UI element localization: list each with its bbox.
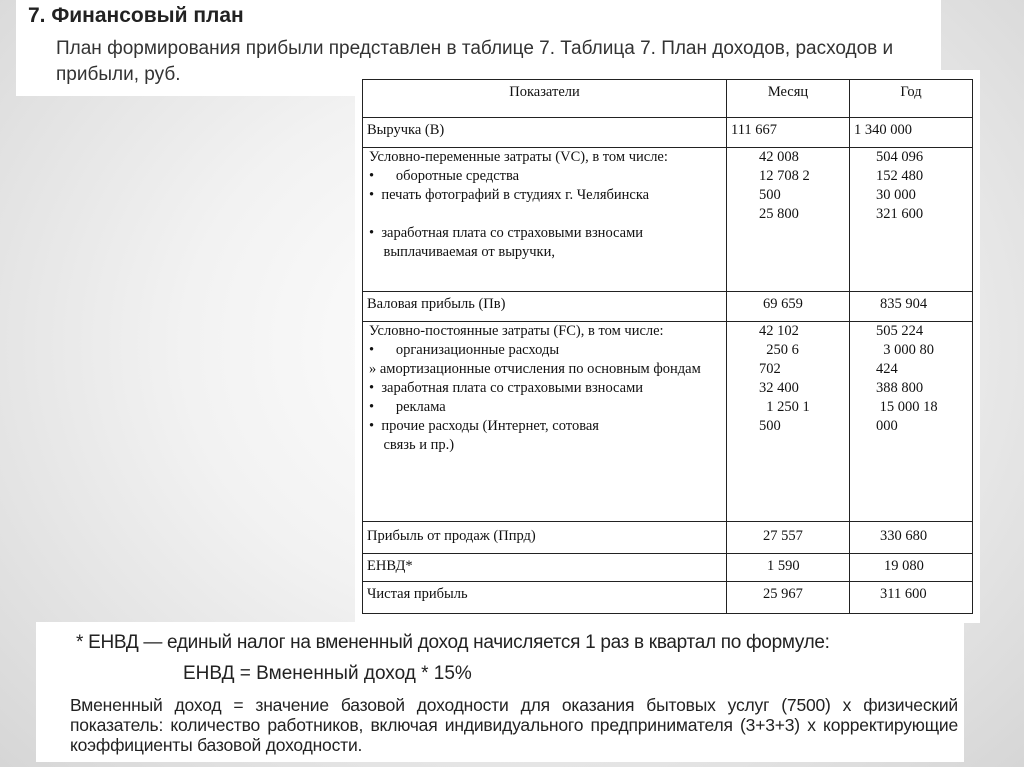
table-row-revenue: [363, 118, 973, 148]
gross-year: 835 904: [850, 292, 973, 322]
envd-month: 1 590: [727, 554, 850, 582]
intro-text: План формирования прибыли представлен в таблице 7. Таблица 7. План доходов, расходов и прибыли, руб.: [56, 38, 894, 85]
fc-month-line: 32 400: [759, 380, 799, 396]
fc-year-line: 388 800: [876, 380, 924, 396]
fc-year-line: 505 224: [876, 323, 924, 339]
revenue-month: 111 667: [727, 118, 850, 148]
section-title: 7. Финансовый план: [28, 4, 244, 27]
fc-month-line: 500: [759, 418, 781, 434]
vc-year-line: 321 600: [876, 206, 924, 222]
vc-item: • печать фотографий в студиях г. Челябинска: [369, 187, 650, 203]
fc-item: • прочие расходы (Интернет, сотовая: [369, 418, 599, 434]
vc-year-line: 504 096: [876, 149, 924, 165]
fc-item: » амортизационные отчисления по основным фондам: [369, 361, 701, 377]
envd-footnote: * ЕНВД — единый налог на вмененный доход начисляется 1 раз в квартал по формуле:: [76, 632, 830, 653]
vc-year-line: 30 000: [876, 187, 916, 203]
fc-label: Условно-постоянные затраты (FC), в том числе:: [369, 323, 664, 339]
table-row-fixed-costs: [363, 322, 973, 522]
net-label: Чистая прибыль: [363, 582, 727, 614]
table-row-gross-profit: [363, 292, 973, 322]
net-month: 25 967: [727, 582, 850, 614]
vc-month-line: 25 800: [759, 206, 799, 222]
vc-month: [727, 148, 850, 292]
vc-month-line: 12 708 2: [759, 168, 810, 184]
vc-month-line: 500: [759, 187, 781, 203]
sales-profit-year: 330 680: [850, 522, 973, 554]
fc-year-line: 3 000 80: [876, 342, 934, 358]
header-year: Год: [850, 80, 973, 118]
header-indicators: Показатели: [363, 80, 727, 118]
table-row-sales-profit: [363, 522, 973, 554]
table-row-net-profit: [363, 582, 973, 614]
fc-year-line: 000: [876, 418, 898, 434]
fc-item: • организационные расходы: [369, 342, 560, 358]
net-year: 311 600: [850, 582, 973, 614]
vc-item: [367, 205, 722, 224]
revenue-label: Выручка (В): [363, 118, 727, 148]
fc-month-line: 1 250 1: [759, 399, 810, 415]
fc-year-line: 15 000 18: [876, 399, 938, 415]
table-header-row: [363, 80, 973, 118]
gross-month: 69 659: [727, 292, 850, 322]
vc-cell: [363, 148, 727, 292]
fc-year-line: 424: [876, 361, 898, 377]
envd-formula: ЕНВД = Вмененный доход * 15%: [183, 663, 472, 684]
sales-profit-month: 27 557: [727, 522, 850, 554]
table-row-variable-costs: [363, 148, 973, 292]
vc-year-line: 152 480: [876, 168, 924, 184]
header-month: Месяц: [727, 80, 850, 118]
financial-plan-table: [362, 79, 973, 614]
fc-cell: [363, 322, 727, 522]
fc-item: • реклама: [369, 399, 446, 415]
gross-label: Валовая прибыль (Пв): [363, 292, 727, 322]
fc-month-line: 42 102: [759, 323, 799, 339]
fc-month-line: 250 6: [759, 342, 799, 358]
fc-item: связь и пр.): [369, 437, 455, 453]
imputed-income-explanation: Вмененный доход = значение базовой доходности для оказания бытовых услуг (7500) х физический показатель: количество работников, включая индивидуального предпринимателя (3+3+3) х корректирующие коэффициенты базовой доходности.: [70, 695, 958, 755]
fc-month: [727, 322, 850, 522]
fc-year: [850, 322, 973, 522]
vc-item: • оборотные средства: [369, 168, 520, 184]
envd-year: 19 080: [850, 554, 973, 582]
table-row-envd: [363, 554, 973, 582]
fc-month-line: 702: [759, 361, 781, 377]
vc-year: [850, 148, 973, 292]
vc-item: выплачиваемая от выручки,: [369, 244, 555, 260]
vc-month-line: 42 008: [759, 149, 799, 165]
fc-item: • заработная плата со страховыми взносами: [369, 380, 644, 396]
envd-label: ЕНВД*: [363, 554, 727, 582]
vc-item: • заработная плата со страховыми взносами: [369, 225, 644, 241]
sales-profit-label: Прибыль от продаж (Ппрд): [363, 522, 727, 554]
vc-label: Условно-переменные затраты (VC), в том числе:: [369, 149, 668, 165]
revenue-year: 1 340 000: [850, 118, 973, 148]
